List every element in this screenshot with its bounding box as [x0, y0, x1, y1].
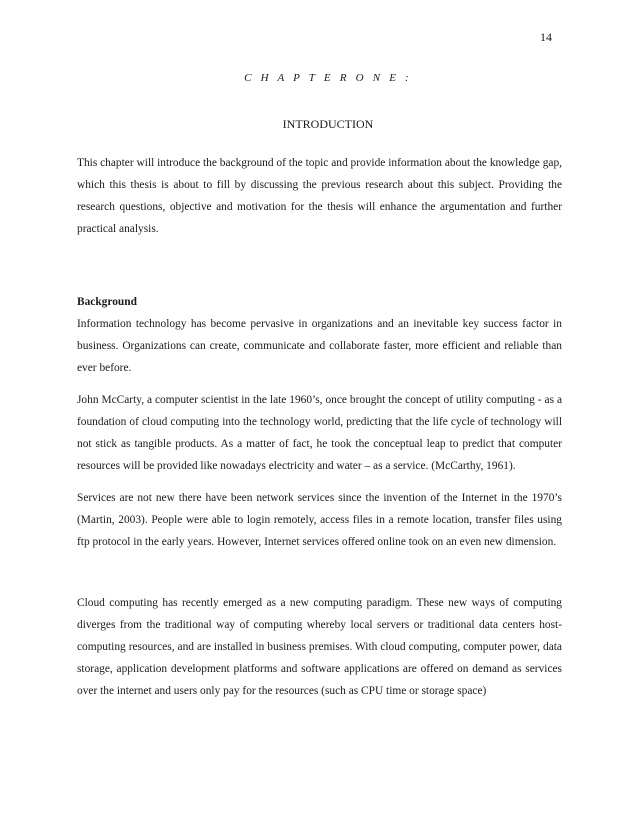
paragraph-it-pervasive: Information technology has become pervasive in organizations and an inevitable key success factor in business. Organizations can create, communicate and collaborate faster, more efficient and reliable than ever before.: [77, 318, 562, 374]
paragraph-cloud-computing: Cloud computing has recently emerged as a new computing paradigm. These new ways of computing diverges from the traditional way of computing whereby local servers or traditional data centers host-computing resources, and are installed in business premises. With cloud computing, computer power, data storage, application development platforms and software applications are offered on demand as services over the internet and users only pay for the resources (such as CPU time or storage space): [77, 597, 562, 697]
chapter-title-text: INTRODUCTION: [282, 117, 374, 131]
section-heading-background: Background: [77, 296, 137, 308]
chapter-label: [0, 72, 638, 84]
spacer: [77, 240, 562, 291]
chapter-title: [0, 117, 638, 132]
page-number: 14: [540, 30, 552, 44]
spacer: [77, 553, 562, 592]
spacer: [77, 379, 562, 389]
chapter-label-text: C H A P T E R O N E :: [244, 72, 412, 84]
body-text: [77, 152, 562, 702]
spacer: [77, 477, 562, 487]
paragraph-services: Services are not new there have been network services since the invention of the Internet in the 1970’s (Martin, 2003). People were able to login remotely, access files in a remote location, transfer files using ftp protocol in the early years. However, Internet services offered online took on an even new dimension.: [77, 492, 562, 548]
paragraph-mccarty: John McCarty, a computer scientist in the late 1960’s, once brought the concept of utility computing - as a foundation of cloud computing into the technology world, predicting that the life cycle of technology will not stick as tangible products. As a matter of fact, he took the conceptual leap to predict that computer resources will be provided like nowadays electricity and water – as a service. (McCarthy, 1961).: [77, 394, 562, 472]
intro-paragraph: This chapter will introduce the background of the topic and provide information about the knowledge gap, which this thesis is about to fill by discussing the previous research about this subject. Providing the research questions, objective and motivation for the thesis will enhance the argumentation and further practical analysis.: [77, 157, 562, 235]
